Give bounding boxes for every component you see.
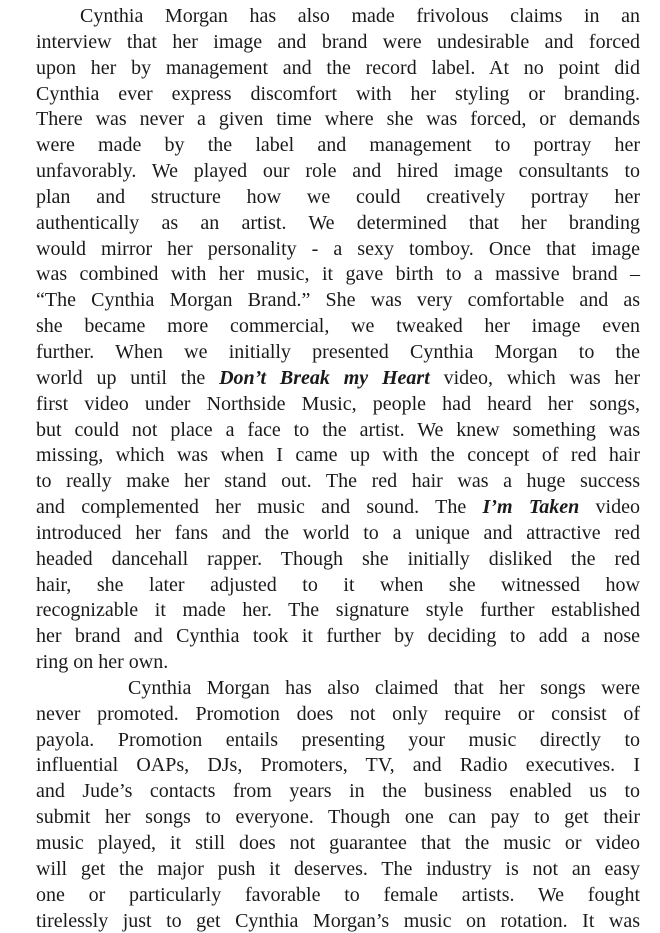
- text-line: hair, she later adjusted to it when she witnessed how: [36, 573, 640, 596]
- text-line: first video under Northside Music, people had heard her songs,: [36, 392, 640, 415]
- text-line: [36, 495, 640, 521]
- text-line: missing, which was when I came up with the concept of red hair: [36, 444, 640, 467]
- text-line: upon her by management and the record label. At no point did: [36, 56, 640, 79]
- video-title-dont-break-my-heart: Don’t Break my Heart: [219, 366, 430, 389]
- text-line: she became more commercial, we tweaked her image even: [36, 315, 640, 338]
- text-line: was combined with her music, it gave birth to a massive brand –: [36, 263, 640, 286]
- text-line: were made by the label and management to portray her: [36, 134, 640, 157]
- text-line: headed dancehall rapper. Though she initially disliked the red: [36, 547, 640, 570]
- text-line: further. When we initially presented Cynthia Morgan to the: [36, 340, 640, 363]
- text-line: never promoted. Promotion does not only require or consist of: [36, 702, 640, 725]
- text-line: [36, 366, 640, 392]
- text-line: her brand and Cynthia took it further by deciding to add a nose: [36, 625, 640, 648]
- text-line: authentically as an artist. We determined that her branding: [36, 211, 640, 234]
- text-line: unfavorably. We played our role and hired image consultants to: [36, 160, 640, 183]
- text-line: ring on her own.: [36, 651, 169, 674]
- text-line: would mirror her personality - a sexy tomboy. Once that image: [36, 237, 640, 260]
- text-line: introduced her fans and the world to a unique and attractive red: [36, 521, 640, 544]
- text-line: payola. Promotion entails presenting your music directly to: [36, 728, 640, 751]
- text-segment: world up until the: [36, 366, 220, 389]
- text-line: music played, it still does not guarantee that the music or video: [36, 832, 640, 854]
- text-line: recognizable it made her. The signature style further established: [36, 599, 640, 622]
- text-line: tirelessly just to get Cynthia Morgan’s music on rotation. It was: [36, 909, 640, 932]
- paragraph-1: [36, 4, 640, 676]
- video-title-im-taken: I’m Taken: [482, 496, 580, 519]
- text-line: but could not place a face to the artist. We knew something was: [36, 418, 640, 441]
- text-line: Cynthia ever express discomfort with her styling or branding.: [36, 82, 640, 105]
- paragraph-2: [36, 676, 640, 933]
- text-line: “The Cynthia Morgan Brand.” She was very comfortable and as: [36, 289, 640, 312]
- text-line: influential OAPs, DJs, Promoters, TV, and Radio executives. I: [36, 754, 640, 777]
- text-line: one or particularly favorable to female artists. We fought: [36, 883, 640, 906]
- text-line: There was never a given time where she was forced, or demands: [36, 108, 640, 131]
- text-line: submit her songs to everyone. Though one can pay to get their: [36, 806, 640, 829]
- text-line: to really make her stand out. The red hair was a huge success: [36, 470, 640, 493]
- text-line: will get the major push it deserves. The industry is not an easy: [36, 857, 640, 880]
- text-segment: and complemented her music and sound. The: [36, 496, 483, 519]
- text-segment: video, which was her: [429, 366, 641, 389]
- text-line: Cynthia Morgan has also made frivolous claims in an: [80, 5, 640, 27]
- text-line: and Jude’s contacts from years in the business enabled us to: [36, 780, 640, 803]
- text-line: interview that her image and brand were undesirable and forced: [36, 30, 640, 53]
- text-segment: video: [579, 496, 640, 519]
- text-line: Cynthia Morgan has also claimed that her songs were: [128, 676, 640, 699]
- text-line: plan and structure how we could creatively portray her: [36, 185, 640, 208]
